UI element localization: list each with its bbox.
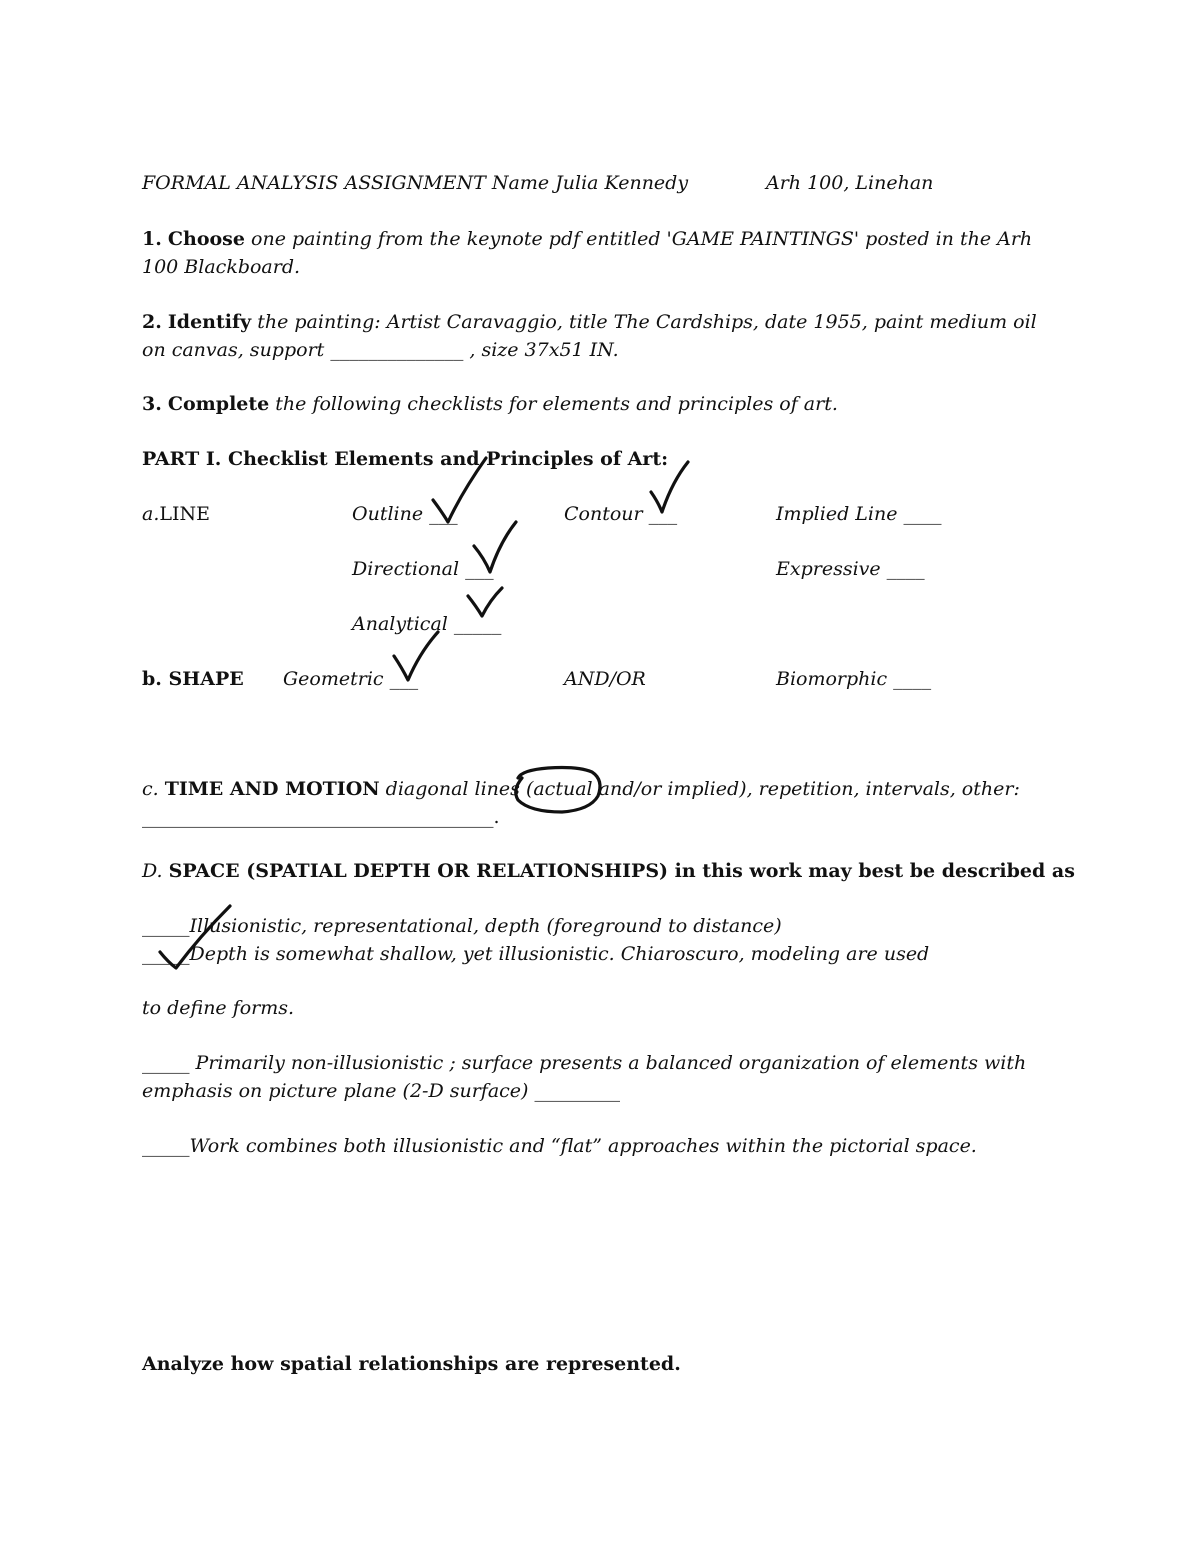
time-text-part2: and/or implied), repetition, intervals, other: (592, 778, 1020, 800)
checkbox-directional: Directional ___ (352, 558, 494, 580)
circled-word: actual (533, 778, 593, 800)
option-blank: _____ (142, 915, 190, 937)
time-text-part1: diagonal lines ( (385, 778, 534, 800)
question-number: 2. (142, 311, 162, 333)
checkbox-outline: Outline ___ (352, 503, 458, 525)
time-motion-line (142, 775, 1020, 803)
space-option-1 (142, 912, 782, 940)
analysis-prompt: Analyze how spatial relationships are represented. (142, 1353, 681, 1375)
question-2-line-2: on canvas, support ______________ , size 37x51 IN. (142, 339, 619, 361)
label-prefix: b. (142, 668, 162, 690)
student-name: Julia Kennedy (555, 172, 689, 194)
checkbox-expressive: Expressive ____ (776, 558, 925, 580)
question-verb: Choose (167, 228, 245, 250)
label-text: LINE (159, 503, 210, 525)
question-1-line-2: 100 Blackboard. (142, 256, 301, 278)
label-prefix: a. (142, 503, 160, 525)
checkbox-analytical: Analytical _____ (352, 613, 502, 635)
checkbox-biomorphic: Biomorphic ____ (776, 668, 932, 690)
question-3 (142, 390, 838, 418)
question-verb: Identify (167, 311, 252, 333)
time-blank-line: _____________________________________. (142, 806, 500, 828)
option-text: Illusionistic, representational, depth (foreground to distance) (189, 915, 782, 937)
label-text: SPACE (SPATIAL DEPTH OR RELATIONSHIPS) in this work may best be described as (168, 860, 1075, 882)
question-number: 3. (142, 393, 162, 415)
question-verb: Complete (167, 393, 270, 415)
label-text: SHAPE (168, 668, 244, 690)
option-text: Primarily non-illusionistic ; surface presents a balanced organization of elements with (195, 1052, 1027, 1074)
shape-section-label (142, 665, 244, 693)
option-text: Work combines both illusionistic and “flat” approaches within the pictorial space. (189, 1135, 977, 1157)
space-option-2 (142, 940, 929, 968)
space-heading (142, 857, 1075, 885)
header-line (142, 169, 688, 197)
assignment-title: FORMAL ANALYSIS ASSIGNMENT (142, 172, 486, 194)
and-or-text: AND/OR (564, 668, 646, 690)
label-text: TIME AND MOTION (164, 778, 380, 800)
question-2-line-1 (142, 308, 1037, 336)
question-number: 1. (142, 228, 162, 250)
part-1-heading: PART I. Checklist Elements and Principles of Art: (142, 448, 669, 470)
space-option-4 (142, 1132, 977, 1160)
label-prefix: D. (142, 860, 163, 882)
space-option-3 (142, 1049, 1026, 1077)
line-section-label (142, 500, 210, 528)
space-option-2-continued: to define forms. (142, 997, 295, 1019)
question-text: the painting: Artist Caravaggio, title The Cardships, date 1955, paint medium oil (257, 311, 1037, 333)
question-text: one painting from the keynote pdf entitled 'GAME PAINTINGS' posted in the Arh (251, 228, 1033, 250)
question-text: the following checklists for elements and principles of art. (275, 393, 838, 415)
checkbox-contour: Contour ___ (564, 503, 678, 525)
option-text: Depth is somewhat shallow, yet illusionistic. Chiaroscuro, modeling are used (189, 943, 930, 965)
question-1-line-1 (142, 225, 1032, 253)
label-prefix: c. (142, 778, 159, 800)
option-blank: _____ (142, 1135, 190, 1157)
checkbox-geometric: Geometric ___ (283, 668, 419, 690)
course-info: Arh 100, Linehan (766, 172, 934, 194)
option-blank: _____ (142, 943, 190, 965)
space-option-3-continued: emphasis on picture plane (2-D surface) _________ (142, 1080, 620, 1102)
option-blank: _____ (142, 1052, 190, 1074)
name-label: Name (491, 172, 550, 194)
checkbox-implied-line: Implied Line ____ (776, 503, 942, 525)
